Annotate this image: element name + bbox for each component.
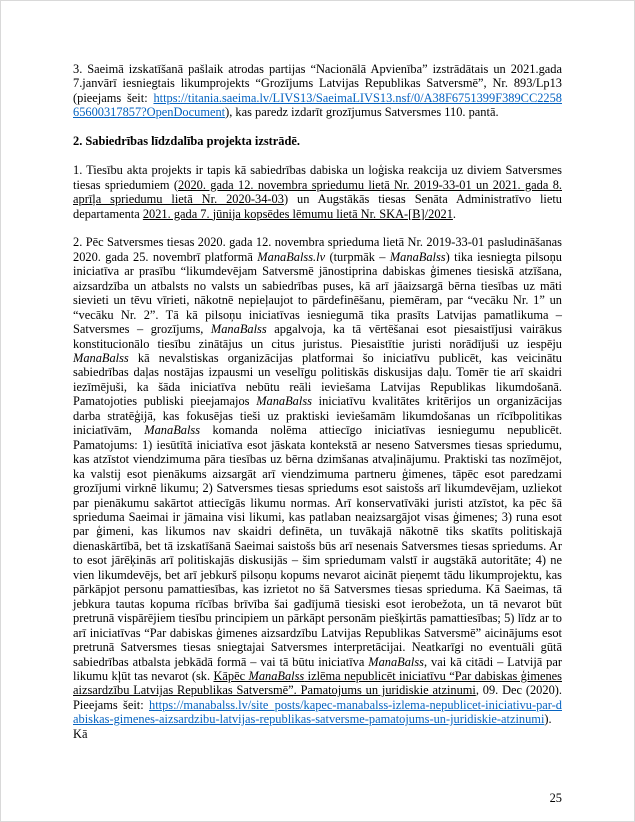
reference-link[interactable]: 2021. gada 7. jūnija kopsēdes lēmumu lietā Nr. SKA-[B]/2021 [142, 206, 453, 221]
text-run: ) tika iesniegta pilsoņu iniciatīva ar prasību “likumdevējam Satversmē jānostiprina dabiskas ģimenes tiesiskā atzīšana, aizsardzība un atbalsts no valsts un sabiedrības puses, kā arī jāaizsargā bērna tiesības uz māti sievieti un tēvu vīrieti, nākotnē nepieļaujot to pārdefinēšanu, piemēram, par “vecāku Nr. 1” un “vecāku Nr. 2”. Tā kā pilsoņu iniciatīvas iesniegumā tika prasīts Latvijas pamatlikuma – Satversmes – grozījums, [73, 249, 562, 337]
text-run: apgalvoja, ka tā vērtēšanai esot piesaistījusi vairākus konstitucionālo tiesību zinātājus un citus juristus. Piesaistītie juristi norādījuši uz iespēju [73, 322, 562, 351]
hyperlink-url[interactable]: https://titania.saeima.lv/LIVS13/SaeimaLIVS13.nsf/0/A38F6751399F389CC225865600317857?OpenDocument [73, 90, 562, 120]
page-content [73, 62, 562, 741]
text-run: kā nevalstiskas organizācijas platformai šo iniciatīvu publicēt, kas veicinātu sabiedrības daļas nostājas izpausmi un veselīgu politiskās diskusijas daļu. Tomēr tie arī skaidri iezīmējuši, ka šāda iniciatīva nebūtu reāli ieviešama Latvijas Republikas likumdošanā. Pamatojoties publiski pieejamajos [73, 351, 562, 409]
reference-link[interactable]: Kāpēc [213, 668, 249, 683]
text-run: ). Kā [73, 712, 552, 741]
text-run: ManaBalss.lv [257, 249, 326, 264]
text-run: . [452, 206, 457, 221]
text-run: ManaBalss [210, 322, 267, 337]
text-run: ), kas paredz izdarīt grozījumus Satversmes 110. pantā. [225, 105, 499, 120]
text-run: , 09. Dec (2020). Pieejams šeit: [73, 683, 562, 712]
hyperlink-url[interactable]: https://manabalss.lv/site_posts/kapec-manabalss-izlema-nepublicet-iniciativu-par-dabiskas-gimenes-aizsardzibu-latvijas-republikas-satversme-pamatojums-un-juridiskie-atzinumi [73, 697, 562, 727]
text-run: 2. Sabiedrības līdzdalība projekta izstrādē. [73, 134, 300, 149]
text-run: ManaBalss [144, 423, 201, 438]
text-run: komanda nolēma attiecīgo iniciatīvas iesniegumu nepublicēt. Pamatojums: 1) iesūtītā iniciatīva esot jāskata kontekstā ar neseno Satversmes tiesas spriedumu, kas atzīstot viendzimuma pāra tiesības uz bērna dzimšanas atvaļinājumu. Praktiski tas nozīmējot, ka valstij esot pienākums aizsargāt arī viendzimuma partneru ģimenes, tāpēc esot paredzami grozījumi virknē likumu; 2) Satversmes tiesas spriedums esot saistošs arī likumdevējam, uzliekot par pienākumu sakārtot attiecīgās likumu normas. Arī konservatīvāki juristi atzīstot, ka pēc šā sprieduma Saeimai ir jāmaina visi likumi, kas patlaban neaizsargājot visas ģimenes; 3) runa esot par ģimeni, kas likumos nav skaidri definēta, un tuvākajā nākotnē tiks skatīts politiskajā dienaskārtībā, bet tā izskatīšanā Saeimai saistošs būs arī nesenais Satversmes tiesas spriedums. Ar to esot jārēķinās arī politiskajās diskusijās – šim spriedumam valstī ir augstākā autoritāte; 4) ne vien likumdevējs, bet arī jebkurš pilsoņu kopums nevarot aicināt pieņemt tādu likumprojektu, kas pārkāpjot personu pamattiesības, kas izrietot no šā Satversmes tiesas sprieduma. Kā Saeimas, tā jebkura tautas kopuma rīcības brīvība šai gadījumā tiesiski esot ierobežota, un tā nevarot būt pretrunā vispārējiem tiesību principiem un pārkāpt personām piešķirtās pamattiesības; 5) līdz ar to arī iniciatīvas “Par dabiskas ģimenes aizsardzību Latvijas Republikas Satversmē” aicinājums esot pretrunā Satversmes tiesas sniegtajai Satversmes interpretācijai. Neatkarīgi no eventuāli gūtā sabiedrības atbalsta jebkādā formā – vai tā būtu iniciatīva [73, 423, 562, 669]
paragraph-manabalss-iniciativa [73, 235, 562, 741]
text-run: ManaBalss [389, 249, 446, 264]
reference-link[interactable]: izlēma nepublicēt iniciatīvu “Par dabiskas ģimenes aizsardzību Latvijas Republikas Satversmē”. Pamatojums un juridiskie atzinumi [73, 668, 562, 698]
text-run: ManaBalss [368, 654, 425, 669]
reference-link[interactable]: ManaBalss [248, 668, 305, 683]
paragraph-tiesibu-akta-projekts [73, 163, 562, 221]
reference-link[interactable]: 2020. gada 12. novembra spriedumu lietā Nr. 2019-33-01 un 2021. gada 8. aprīļa spriedumu lietā Nr. 2020-34-03 [73, 177, 562, 207]
text-run: 1. Tiesību akta projekts ir tapis kā sabiedrības dabiska un loģiska reakcija uz diviem Satversmes tiesas spriedumiem ( [73, 163, 562, 192]
text-run: (turpmāk – [325, 249, 390, 264]
text-run: iniciatīvu kvalitātes kritērijos un organizācijas darba stratēģijā, kas fokusējas tieši uz praktiski ieviešamām likumdošanas un rīcībpolitikas iniciatīvām, [73, 394, 562, 438]
text-run: , vai kā citādi – Latvijā par likumu kļūt tas nevarot (sk. [73, 654, 562, 683]
paragraph-likumprojekts [73, 62, 562, 120]
text-run: ManaBalss [256, 394, 312, 409]
text-run: ManaBalss [73, 351, 129, 366]
page-number: 25 [549, 790, 562, 805]
text-run: 2. Pēc Satversmes tiesas 2020. gada 12. novembra sprieduma lietā Nr. 2019-33-01 pasludināšanas 2020. gada 25. novembrī platformā [73, 235, 562, 264]
text-run: ) un Augstākās tiesas Senāta Administratīvo lietu departamenta [73, 192, 562, 221]
section-heading-sabiedribas-lidzdaliba [73, 134, 562, 148]
text-run: 3. Saeimā izskatīšanā pašlaik atrodas partijas “Nacionālā Apvienība” izstrādātais un 2021.gada 7.janvārī iesniegtais likumprojekts “Grozījums Latvijas Republikas Satversmē”, Nr. 893/Lp13 (pieejams šeit: [73, 62, 562, 105]
